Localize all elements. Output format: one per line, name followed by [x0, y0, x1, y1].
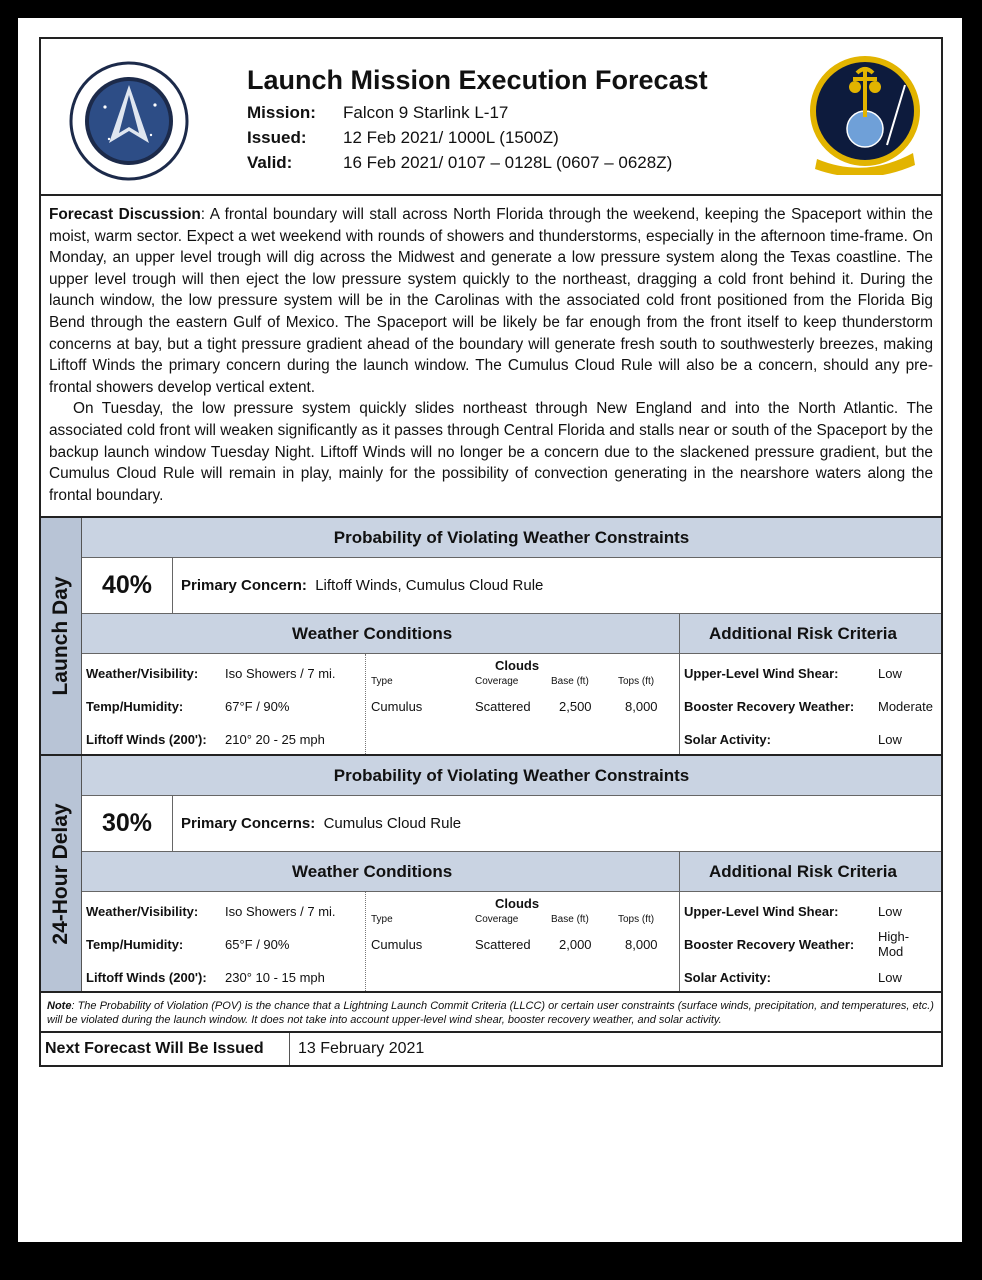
clouds-title: Clouds — [495, 658, 540, 674]
booster-recovery-value-line2: Mod — [878, 944, 904, 960]
space-force-seal-icon — [69, 61, 189, 181]
issued-value: 12 Feb 2021/ 1000L (1500Z) — [343, 128, 559, 147]
document-page — [18, 18, 962, 1242]
clouds-coverage-header: Coverage — [475, 676, 519, 688]
clouds-tops-value: 8,000 — [625, 699, 658, 715]
launch-day-side-label — [41, 518, 82, 754]
temp-humidity-value: 67°F / 90% — [225, 699, 290, 715]
primary-concern-value: Liftoff Winds, Cumulus Cloud Rule — [315, 577, 544, 595]
next-forecast-divider — [289, 1033, 290, 1065]
clouds-tops-header: Tops (ft) — [618, 914, 655, 926]
booster-recovery-label: Booster Recovery Weather: — [684, 937, 855, 953]
issued-row — [247, 128, 559, 148]
liftoff-winds-label: Liftoff Winds (200'): — [86, 732, 207, 748]
additional-risk-title: Additional Risk Criteria — [709, 624, 897, 644]
pov-value: 30% — [82, 796, 173, 851]
conditions-header — [82, 852, 941, 892]
temp-humidity-value: 65°F / 90% — [225, 937, 290, 953]
conditions-header — [82, 614, 941, 654]
delay-section — [41, 756, 941, 993]
next-forecast-label: Next Forecast Will Be Issued — [45, 1040, 264, 1058]
clouds-type-value: Cumulus — [371, 937, 423, 953]
temp-humidity-label: Temp/Humidity: — [86, 937, 184, 953]
wind-shear-label: Upper-Level Wind Shear: — [684, 904, 839, 920]
weather-visibility-label: Weather/Visibility: — [86, 904, 199, 920]
next-forecast-date: 13 February 2021 — [298, 1040, 425, 1058]
clouds-divider-left — [365, 892, 366, 991]
conditions-body — [82, 892, 941, 991]
wind-shear-value: Low — [878, 666, 902, 682]
mission-label: Mission: — [247, 103, 316, 122]
pov-header — [82, 518, 941, 558]
next-forecast-row — [41, 1033, 941, 1065]
clouds-base-header: Base (ft) — [551, 676, 589, 688]
pov-title: Probability of Violating Weather Constraints — [333, 766, 690, 786]
mission-row — [247, 103, 508, 123]
solar-activity-value: Low — [878, 732, 902, 748]
clouds-type-value: Cumulus — [371, 699, 423, 715]
clouds-base-value: 2,000 — [559, 937, 592, 953]
primary-concern-value: Cumulus Cloud Rule — [323, 815, 462, 833]
wind-shear-label: Upper-Level Wind Shear: — [684, 666, 839, 682]
weather-conditions-title: Weather Conditions — [292, 862, 453, 882]
weather-visibility-value: Iso Showers / 7 mi. — [225, 904, 336, 920]
delay-side-label — [41, 756, 82, 991]
solar-activity-value: Low — [878, 970, 902, 986]
clouds-base-header: Base (ft) — [551, 914, 589, 926]
booster-recovery-value-line1: High- — [878, 929, 910, 945]
pov-note — [41, 993, 941, 1033]
delay-side-text: 24-Hour Delay — [49, 803, 72, 945]
booster-recovery-value: Moderate — [878, 699, 933, 715]
pov-row — [82, 796, 941, 852]
forecast-sheet — [39, 37, 943, 1067]
clouds-coverage-value: Scattered — [475, 937, 531, 953]
liftoff-winds-value: 230° 10 - 15 mph — [225, 970, 325, 986]
weather-visibility-value: Iso Showers / 7 mi. — [225, 666, 336, 682]
note-text: : The Probability of Violation (POV) is the chance that a Lightning Launch Commit Criteria (LLCC) or certain user constraints (surface winds, precipitation, and temperatures, etc.) will be violated during the launch window. It does not take into account upper-level wind shear, booster recovery weather, and solar activity. — [47, 1000, 934, 1027]
weather-squadron-patch-icon — [805, 55, 925, 175]
liftoff-winds-label: Liftoff Winds (200'): — [86, 970, 207, 986]
mission-value: Falcon 9 Starlink L-17 — [343, 103, 509, 122]
pov-title: Probability of Violating Weather Constraints — [333, 528, 690, 548]
header-divider — [679, 852, 680, 891]
clouds-type-header: Type — [371, 914, 393, 926]
clouds-coverage-value: Scattered — [475, 699, 531, 715]
pov-row — [82, 558, 941, 614]
header — [41, 39, 941, 196]
temp-humidity-label: Temp/Humidity: — [86, 699, 184, 715]
primary-concern-label: Primary Concerns: — [181, 815, 316, 833]
weather-visibility-label: Weather/Visibility: — [86, 666, 199, 682]
launch-day-side-text: Launch Day — [49, 576, 72, 696]
valid-row — [247, 153, 672, 173]
booster-recovery-label: Booster Recovery Weather: — [684, 699, 855, 715]
launch-day-section — [41, 518, 941, 756]
page-title: Launch Mission Execution Forecast — [247, 65, 708, 95]
note-label: Note — [47, 1000, 72, 1013]
clouds-tops-value: 8,000 — [625, 937, 658, 953]
wind-shear-value: Low — [878, 904, 902, 920]
clouds-tops-header: Tops (ft) — [618, 676, 655, 688]
clouds-title: Clouds — [495, 896, 540, 912]
discussion-label: Forecast Discussion — [49, 206, 201, 223]
clouds-base-value: 2,500 — [559, 699, 592, 715]
clouds-coverage-header: Coverage — [475, 914, 519, 926]
risk-divider — [679, 892, 680, 991]
weather-conditions-title: Weather Conditions — [292, 624, 453, 644]
valid-label: Valid: — [247, 153, 293, 172]
risk-divider — [679, 654, 680, 754]
issued-label: Issued: — [247, 128, 307, 147]
discussion-para-1: : A frontal boundary will stall across North Florida through the weekend, keeping the Spaceport within the moist, warm sector. Expect a wet weekend with rounds of showers and thunderstorms, especially in the afternoon time-frame. On Monday, an upper level trough will dig across the Midwest and generate a low pressure system along the Texas coastline. The upper level trough will then eject the low pressure system quickly to the northeast, dragging a cold front behind it. During the launch window, the low pressure system will be in the Carolinas with the associated cold front positioned from the Florida Big Bend through the eastern Gulf of Mexico. The Spaceport will be likely be far enough from the front itself to keep thunderstorm concerns at bay, but a tight pressure gradient ahead of the boundary will generate fresh south to southwesterly breezes, making Liftoff Winds the primary concern during the launch window. The Cumulus Cloud Rule will also be a concern, should any pre-frontal showers develop vertical extent. — [49, 206, 933, 396]
header-divider — [679, 614, 680, 653]
solar-activity-label: Solar Activity: — [684, 970, 771, 986]
clouds-divider-left — [365, 654, 366, 754]
pov-value: 40% — [82, 558, 173, 613]
liftoff-winds-value: 210° 20 - 25 mph — [225, 732, 325, 748]
primary-concern-label: Primary Concern: — [181, 577, 307, 595]
solar-activity-label: Solar Activity: — [684, 732, 771, 748]
pov-header — [82, 756, 941, 796]
clouds-type-header: Type — [371, 676, 393, 688]
additional-risk-title: Additional Risk Criteria — [709, 862, 897, 882]
forecast-discussion — [41, 196, 941, 518]
conditions-body — [82, 654, 941, 754]
discussion-para-2: On Tuesday, the low pressure system quickly slides northeast through New England and into the North Atlantic. The associated cold front will weaken significantly as it passes through Central Florida and stalls near or south of the Spaceport by the backup launch window Tuesday Night. Liftoff Winds will no longer be a concern due to the slackened pressure gradient, but the Cumulus Cloud Rule will remain in play, mainly for the possibility of convection generating in the nearshore waters along the frontal boundary. — [49, 400, 933, 504]
valid-value: 16 Feb 2021/ 0107 – 0128L (0607 – 0628Z) — [343, 153, 673, 172]
